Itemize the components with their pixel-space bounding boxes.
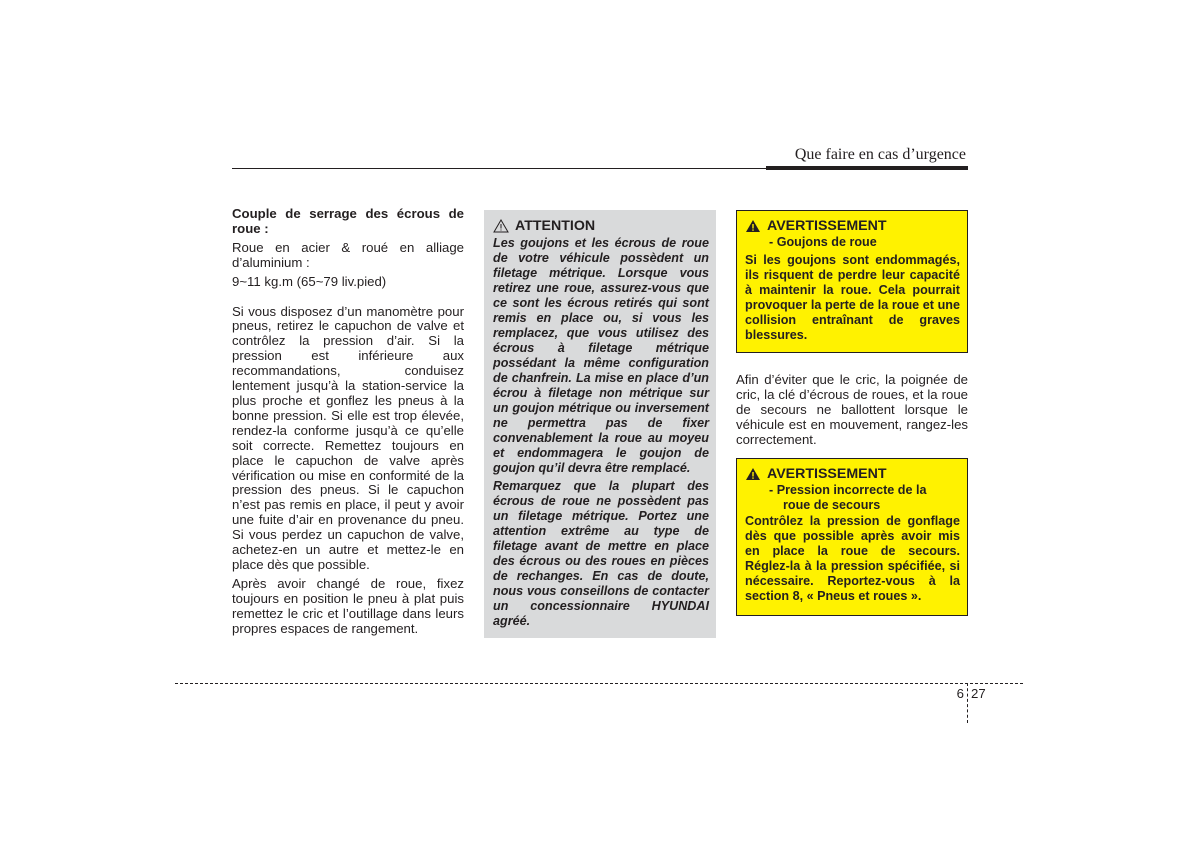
attention-paragraph-1: Les goujons et les écrous de roue de votre véhicule possèdent un filetage métrique. Lorsque vous retirez une roue, assurez-vous que ce sont les écrous retirés qui sont remis en place ou, si vous les remplacez, que vous utilisez des écrous à filetage métrique possédant la même configuration de chanfrein. La mise en place d’un écrou à filetage non métrique sur un goujon métrique ou inversement ne permettra pas de fixer convenablement la roue au moyeu et endommagera le goujon de goujon qu’il devra être remplacé.	[493, 236, 709, 475]
warning-box-spare-pressure	[736, 458, 968, 616]
warning-header	[745, 218, 960, 234]
warning-title: AVERTISSEMENT	[767, 466, 887, 482]
warning-box-wheel-studs	[736, 210, 968, 353]
column-left	[232, 207, 464, 636]
footer-divider	[967, 683, 968, 723]
warning-subtitle-line-1: - Pression incorrecte de la	[769, 483, 927, 497]
warning-triangle-filled-icon	[745, 467, 761, 481]
pressure-paragraph: Si vous disposez d’un manomètre pour pneus, retirez le capuchon de valve et contrôlez la pression d’air. Si la pression est inférieure aux recommandations, conduisez lentement jusqu’à la station-service la plus proche et gonflez les pneus à la bonne pression. Si elle est trop élevée, rendez-la conforme jusqu’à ce qu’elle soit correcte. Remettez toujours en place le capuchon de valve après vérification ou mise en conformité de la pression des pneus. Si le capuchon n’est pas remis en place, il peut y avoir une fuite d’air en provenance du pneu. Si vous perdez un capuchon de valve, achetez-en un autre et mettez-le en place dès que possible.	[232, 303, 464, 572]
warning-triangle-filled-icon	[745, 219, 761, 233]
attention-paragraph-2: Remarquez que la plupart des écrous de roue ne possèdent pas un filetage métrique. Portez une attention extrême au type de filetage avant de mettre en place des écrous ou des roues en pièces de rechanges. En cas de doute, nous vous conseillons de contacter un concessionnaire HYUNDAI agréé.	[493, 479, 709, 628]
wheel-type-text: Roue en acier & roué en alliage d’aluminium :	[232, 239, 464, 270]
page-header-title: Que faire en cas d’urgence	[794, 146, 966, 163]
warning-triangle-outline-icon	[493, 219, 509, 233]
warning-title: AVERTISSEMENT	[767, 218, 887, 234]
storage-paragraph: Après avoir changé de roue, fixez toujours en position le pneu à plat puis remettez le cric et l’outillage dans leurs propres espaces de rangement.	[232, 575, 464, 636]
warning-body: Contrôlez la pression de gonflage dès que possible après avoir mis en place la roue de secours. Réglez-la à la pression spécifiée, si nécessaire. Reportez-vous à la section 8, « Pneus et roues ».	[745, 514, 960, 603]
warning-subtitle-line-2: roue de secours	[783, 498, 881, 512]
page-number: 27	[971, 686, 986, 701]
attention-title: ATTENTION	[515, 218, 596, 234]
warning-subtitle: - Goujons de roue	[769, 235, 877, 249]
attention-header	[493, 218, 709, 234]
storage-instructions: Afin d’éviter que le cric, la poignée de cric, la clé d’écrous de roues, et la roue de secours ne ballottent lorsque le véhicule est en mouvement, rangez-les correctement.	[736, 372, 968, 447]
warning-body: Si les goujons sont endommagés, ils risquent de perdre leur capacité à maintenir la roue. Cela pourrait provoquer la perte de la roue et une collision entraînant de graves blessures.	[745, 253, 960, 342]
header-rule-accent	[766, 166, 968, 170]
attention-box	[484, 210, 716, 638]
header-rule	[232, 168, 766, 169]
footer-rule	[175, 683, 1023, 684]
warning-header	[745, 466, 960, 482]
chapter-number: 6	[956, 686, 964, 701]
torque-heading: Couple de serrage des écrous de roue :	[232, 206, 464, 236]
torque-value: 9~11 kg.m (65~79 liv.pied)	[232, 273, 387, 289]
